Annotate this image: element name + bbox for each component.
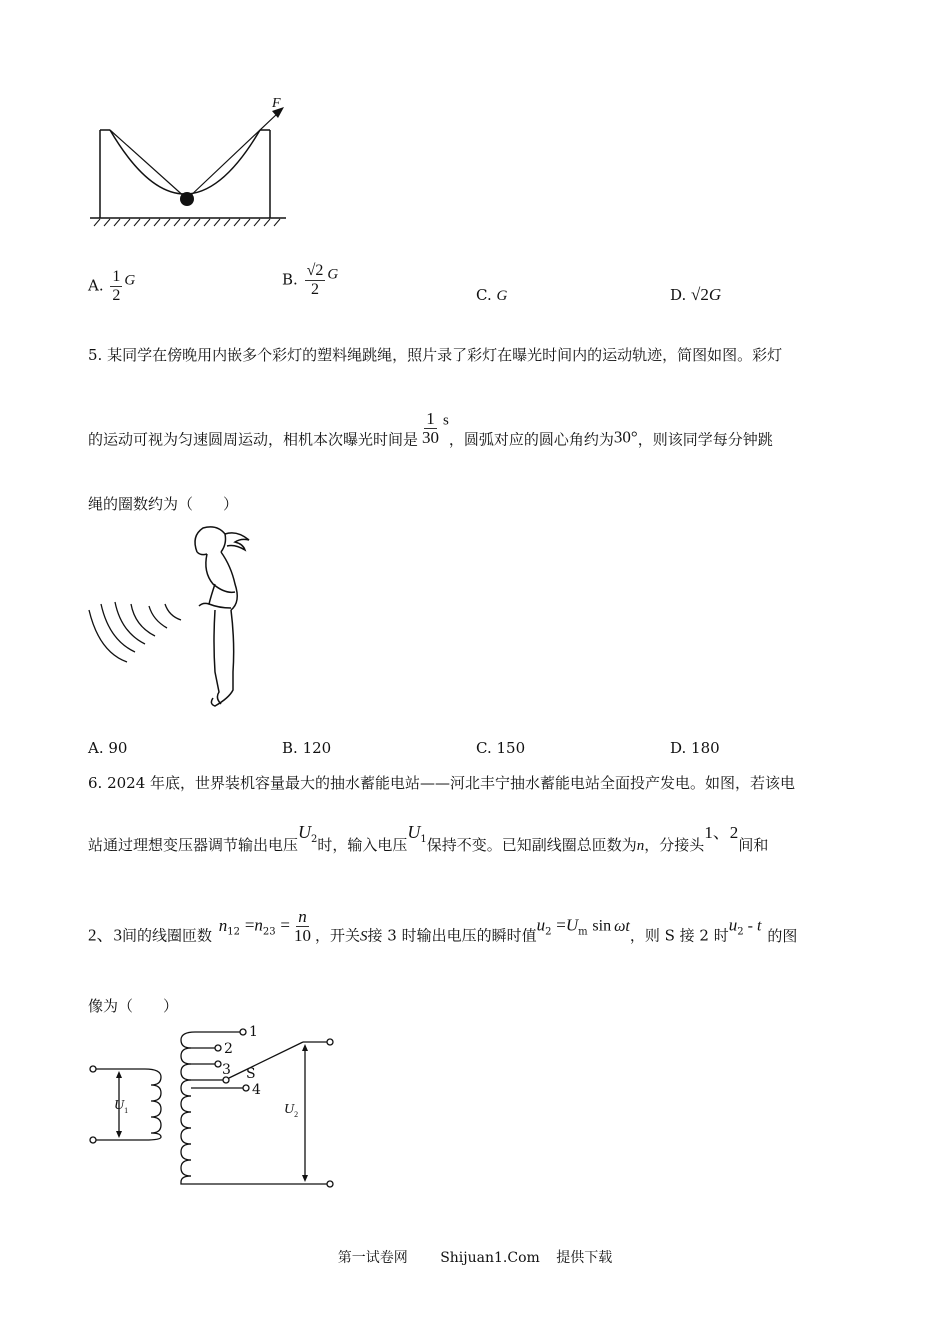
q5-option-d[interactable]: D. 180 (670, 739, 720, 757)
footer-site-name: 第一试卷网 (337, 1250, 408, 1266)
page-footer (0, 1247, 950, 1267)
q5-option-b[interactable]: B. 120 (282, 739, 332, 757)
exposure-time-fraction: $\frac{1}{30}$ (422, 409, 440, 447)
u2-label: $U_2$ (284, 1102, 299, 1119)
q4-option-c[interactable]: C. G (476, 286, 508, 304)
q5-option-a[interactable]: A. 90 (88, 739, 128, 757)
jump-rope-figure (85, 522, 260, 712)
q5-line2: 的运动可视为匀速圆周运动，相机本次曝光时间是 $\frac{1}{30}$ s，圆弧对应的圆心角约为30°，则该同学每分钟跳 (88, 409, 773, 449)
q5-option-c[interactable]: C. 150 (476, 739, 526, 757)
u1-label: $U_1$ (114, 1098, 129, 1115)
option-letter: A. (88, 276, 104, 295)
fraction: $\frac{1}{2}$ (112, 268, 121, 304)
option-letter: D. (670, 286, 687, 304)
tap-label-2: 2 (224, 1041, 233, 1057)
q6-line2: 站通过理想变压器调节输出电压$U_2$时，输入电压$U_1$保持不变。已知副线圈总匝数为n，分接头1、2间和 (88, 822, 769, 854)
tap-label-3: 3 (222, 1062, 231, 1078)
q5-line3: 绳的圈数约为（ ） (88, 495, 239, 513)
q6-line4: 像为（ ） (88, 997, 179, 1015)
turns-fraction: $\frac{n}{10}$ (294, 907, 312, 945)
q5-line1: 5. 某同学在傍晚用内嵌多个彩灯的塑料绳跳绳，照片录了彩灯在曝光时间内的运动轨迹，简图如图。彩灯 (88, 346, 783, 364)
tap-label-1: 1 (249, 1024, 258, 1040)
bowl-force-figure (88, 98, 298, 233)
footer-site-domain[interactable]: Shijuan1.Com (440, 1250, 540, 1266)
switch-label: S (246, 1066, 256, 1082)
q6-line1: 6. 2024 年底，世界装机容量最大的抽水蓄能电站——河北丰宁抽水蓄能电站全面投产发电。如图，若该电 (88, 774, 796, 792)
tap-label-4: 4 (252, 1082, 261, 1098)
q4-option-d[interactable]: D. √2G (670, 285, 722, 304)
footer-note: 提供下载 (556, 1250, 613, 1266)
q4-option-a[interactable]: A. $\frac{1}{2}$ G (88, 268, 136, 304)
q4-option-b[interactable]: B. $\frac{√2}{2}$ G (282, 262, 339, 298)
option-letter: B. (282, 270, 298, 289)
fraction: $\frac{√2}{2}$ (306, 262, 324, 298)
q6-line3: 2、3间的线圈匝数 $n_{12} =n_{23}$ = $\frac{n}{10}$ ，开关S接 3 时输出电压的瞬时值$u_2 =U_m$ sin ωt，则 S 接 2 时$u_2$ - t的图 (88, 907, 798, 945)
option-letter: C. (476, 286, 492, 304)
force-label: F (272, 96, 281, 111)
